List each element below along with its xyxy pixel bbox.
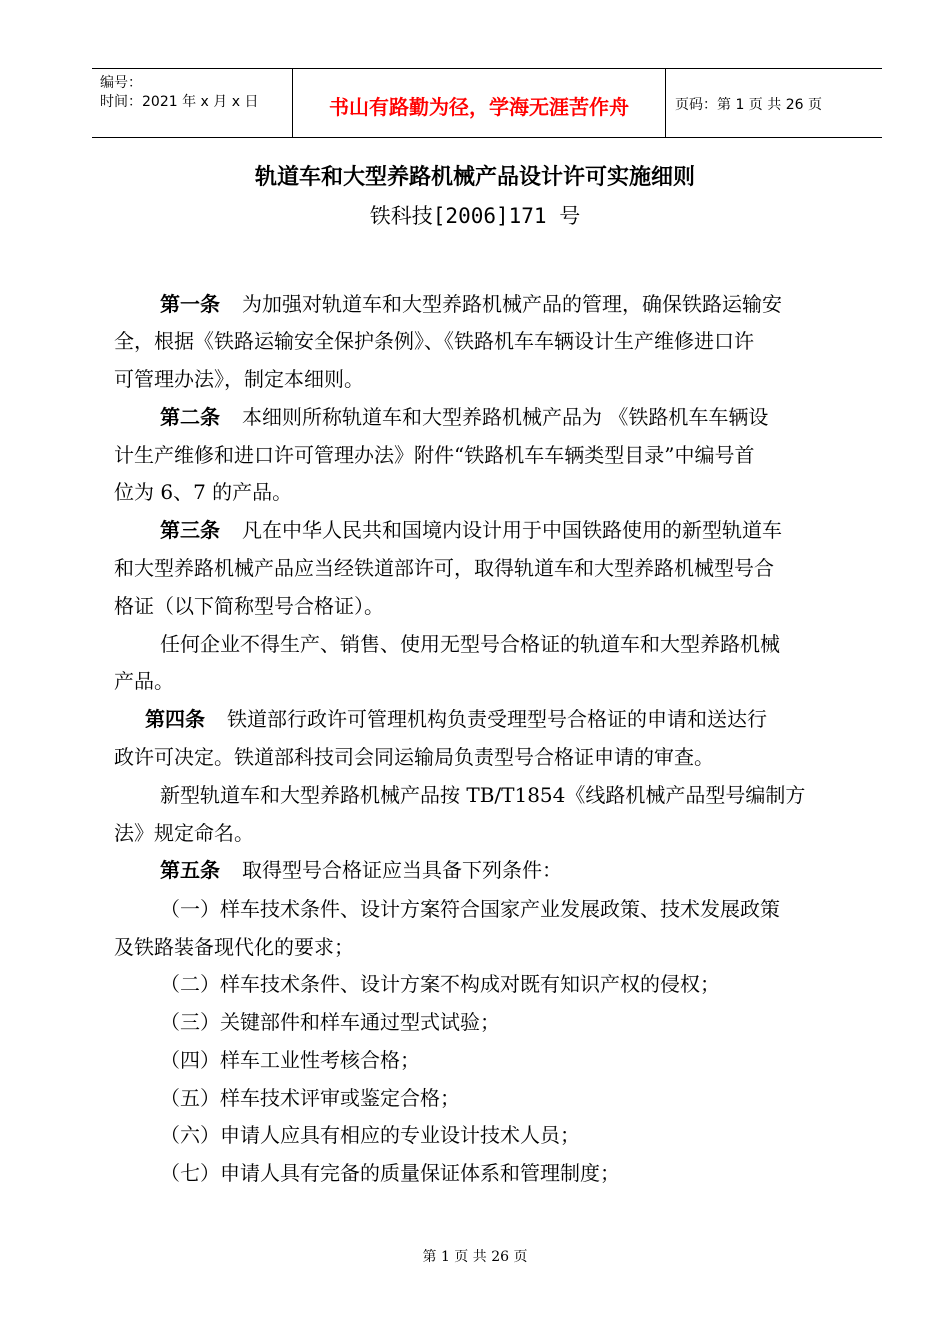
article-3-para-2-line-1: 任何企业不得生产、销售、使用无型号合格证的轨道车和大型养路机械 <box>160 632 780 656</box>
article-3-para-2-line-2: 产品。 <box>114 669 174 693</box>
article-4-para-2-line-2: 法》规定命名。 <box>114 821 254 845</box>
article-2-text-1: 本细则所称轨道车和大型养路机械产品为 《铁路机车车辆设 <box>242 405 769 429</box>
condition-1-line-1: （一）样车技术条件、设计方案符合国家产业发展政策、技术发展政策 <box>160 897 780 921</box>
time-label: 时间：2021 年 x 月 x 日 <box>100 94 259 110</box>
article-4-line-2: 政许可决定。铁道部科技司会同运输局负责型号合格证申请的审查。 <box>114 745 714 769</box>
page-header <box>92 68 882 138</box>
article-4-para-2-line-1: 新型轨道车和大型养路机械产品按 TB/T1854《线路机械产品型号编制方 <box>160 783 806 807</box>
condition-5: （五）样车技术评审或鉴定合格； <box>160 1086 460 1110</box>
header-meta-cell <box>92 69 292 137</box>
article-3-line-2: 和大型养路机械产品应当经铁道部许可，取得轨道车和大型养路机械型号合 <box>114 556 774 580</box>
article-1-line-1 <box>160 290 782 318</box>
article-3-text-1: 凡在中华人民共和国境内设计用于中国铁路使用的新型轨道车 <box>242 518 782 542</box>
condition-2: （二）样车技术条件、设计方案不构成对既有知识产权的侵权； <box>160 972 720 996</box>
article-5-text-1: 取得型号合格证应当具备下列条件： <box>242 858 562 882</box>
header-motto: 书山有路勤为径，学海无涯苦作舟 <box>329 95 629 119</box>
article-1-line-3: 可管理办法》，制定本细则。 <box>114 367 364 391</box>
article-1-text-1: 为加强对轨道车和大型养路机械产品的管理，确保铁路运输安 <box>242 292 782 316</box>
condition-1-line-2: 及铁路装备现代化的要求； <box>114 935 354 959</box>
article-4-label: 第四条 <box>145 707 205 731</box>
article-3-line-3: 格证（以下简称型号合格证）。 <box>114 594 384 618</box>
article-2-line-3: 位为 6、7 的产品。 <box>114 480 293 504</box>
condition-7: （七）申请人具有完备的质量保证体系和管理制度； <box>160 1161 620 1185</box>
condition-4: （四）样车工业性考核合格； <box>160 1048 420 1072</box>
article-1-label: 第一条 <box>160 292 220 316</box>
condition-6: （六）申请人应具有相应的专业设计技术人员； <box>160 1123 580 1147</box>
number-label: 编号： <box>100 75 142 91</box>
article-1-line-2: 全，根据《铁路运输安全保护条例》、《铁路机车车辆设计生产维修进口许 <box>114 329 754 353</box>
article-2-line-1 <box>160 403 768 431</box>
article-3-label: 第三条 <box>160 518 220 542</box>
page-footer: 第 1 页 共 26 页 <box>422 1249 528 1265</box>
header-page-info: 页码：第 1 页 共 26 页 <box>675 97 822 113</box>
article-4-text-1: 铁道部行政许可管理机构负责受理型号合格证的申请和送达行 <box>227 707 767 731</box>
header-motto-cell <box>292 69 666 137</box>
article-3-line-1 <box>160 516 782 544</box>
article-5-line-1 <box>160 856 562 884</box>
document-number: 铁科技[2006]171 号 <box>369 204 581 228</box>
condition-3: （三）关键部件和样车通过型式试验； <box>160 1010 500 1034</box>
header-page-cell <box>665 69 882 137</box>
document-title: 轨道车和大型养路机械产品设计许可实施细则 <box>254 165 695 190</box>
article-2-line-2: 计生产维修和进口许可管理办法》附件“铁路机车车辆类型目录”中编号首 <box>114 443 755 467</box>
article-4-line-1 <box>145 705 767 733</box>
article-5-label: 第五条 <box>160 858 220 882</box>
article-2-label: 第二条 <box>160 405 220 429</box>
